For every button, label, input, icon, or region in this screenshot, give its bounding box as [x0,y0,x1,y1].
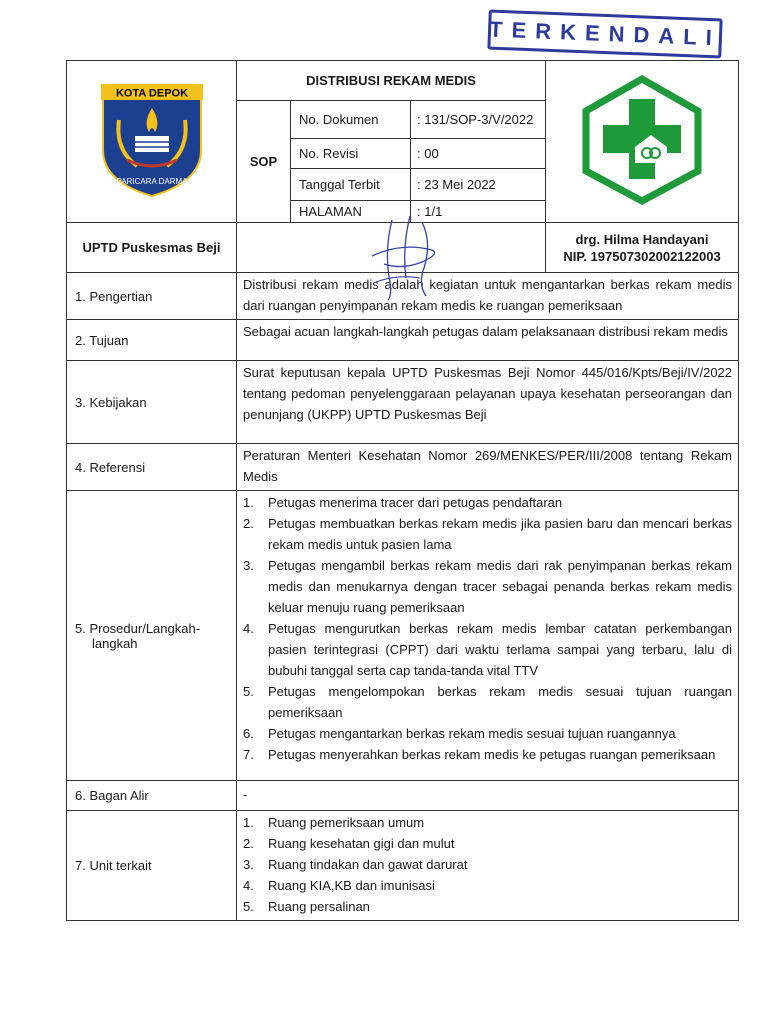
list-item [243,833,732,854]
row-label-pengertian: 1. Pengertian [67,273,237,320]
list-item-text: Ruang KIA,KB dan imunisasi [268,878,435,893]
list-item-number: 1. [243,815,254,830]
kota-depok-emblem-cell [67,61,237,223]
row-label-tujuan: 2. Tujuan [67,320,237,361]
list-item [243,555,732,618]
org-name: UPTD Puskesmas Beji [67,223,237,273]
meta-value-revisi: : 00 [411,139,546,169]
list-item-number: 2. [243,836,254,851]
handwritten-signature-icon [362,212,452,302]
list-item-number: 6. [243,726,254,741]
list-item-text: Petugas mengambil berkas rekam medis dari rak penyimpanan berkas rekam medis dan menukarnya dengan tracer sebagai penanda berkas rekam medis keluar menuju ruang pemeriksaan [268,558,733,615]
row-text-pengertian: Distribusi rekam medis adalah kegiatan untuk mengantarkan berkas rekam medis dari ruangan penyimpanan rekam medis ke ruangan pemeriksaan [237,273,739,320]
puskesmas-logo-icon [577,75,707,205]
list-item-text: Petugas mengurutkan berkas rekam medis lembar catatan perkembangan pasien terintegrasi (CPPT) dari waktu terlama sampai yang terbaru, lalu di bubuhi tanggal serta cap tanda-tanda vital TTV [268,621,733,678]
list-item-text: Petugas menyerahkan berkas rekam medis ke petugas ruangan pemeriksaan [268,747,716,762]
row-text-tujuan: Sebagai acuan langkah-langkah petugas dalam pelaksanaan distribusi rekam medis [237,320,739,361]
row-label-referensi: 4. Referensi [67,444,237,491]
list-item [243,854,732,875]
list-item [243,875,732,896]
list-item-number: 4. [243,878,254,893]
meta-value-dokumen: : 131/SOP-3/V/2022 [411,101,546,139]
list-item-number: 1. [243,495,254,510]
list-item [243,723,732,744]
emblem-top-text: KOTA DEPOK [115,87,188,100]
row-list-unit [237,811,739,921]
signer-block [546,223,739,273]
signer-name: drg. Hilma Handayani [575,231,709,247]
list-item [243,744,732,765]
row-label-prosedur [67,491,237,781]
list-item-text: Ruang persalinan [268,899,370,914]
meta-label-revisi: No. Revisi [291,139,411,169]
row-label-bagan: 6. Bagan Alir [67,781,237,811]
list-item-text: Petugas membuatkan berkas rekam medis jika pasien baru dan mencari berkas rekam medis untuk pasien lama [268,516,733,552]
list-item-text: Petugas menerima tracer dari petugas pendaftaran [268,495,563,510]
list-item-number: 3. [243,558,254,573]
emblem-motto-text: PARICARA DARMA [116,177,187,186]
meta-label-halaman: HALAMAN [291,201,411,223]
terkendali-stamp: TERKENDALI [487,10,722,59]
list-item-text: Petugas mengelompokan berkas rekam medis sesuai tujuan ruangan pemeriksaan [268,684,733,720]
list-item [243,812,732,833]
list-item-number: 5. [243,899,254,914]
list-item-number: 3. [243,857,254,872]
list-item-text: Ruang pemeriksaan umum [268,815,425,830]
sop-label: SOP [237,101,291,223]
row-text-bagan: - [237,781,739,811]
list-item-text: Ruang kesehatan gigi dan mulut [268,836,455,851]
meta-value-tanggal: : 23 Mei 2022 [411,169,546,201]
list-item-text: Ruang tindakan dan gawat darurat [268,857,468,872]
prosedur-label-line2: langkah [92,635,138,651]
puskesmas-logo-cell [546,61,739,223]
row-label-kebijakan: 3. Kebijakan [67,361,237,444]
list-item-number: 4. [243,621,254,636]
list-item [243,492,732,513]
row-text-referensi: Peraturan Menteri Kesehatan Nomor 269/MENKES/PER/III/2008 tentang Rekam Medis [237,444,739,491]
list-item [243,618,732,681]
list-item-number: 2. [243,516,254,531]
meta-value-halaman: : 1/1 [411,201,546,223]
row-text-kebijakan: Surat keputusan kepala UPTD Puskesmas Beji Nomor 445/016/Kpts/Beji/IV/2022 tentang pedoman penyelenggaraan pelayanan upaya kesehatan perseorangan dan penunjang (UKPP) UPTD Puskesmas Beji [237,361,739,444]
list-item-text: Petugas mengantarkan berkas rekam medis sesuai tujuan ruangannya [268,726,676,741]
list-item-number: 5. [243,684,254,699]
list-item [243,681,732,723]
signer-nip: NIP. 197507302002122003 [563,248,721,264]
row-label-unit: 7. Unit terkait [67,811,237,921]
meta-label-tanggal: Tanggal Terbit [291,169,411,201]
row-steps-prosedur [237,491,739,781]
prosedur-label-line1: 5. Prosedur/Langkah- [75,620,201,636]
list-item-number: 7. [243,747,254,762]
list-item [243,513,732,555]
sop-document-table [66,60,739,921]
kota-depok-emblem-icon [97,80,207,200]
list-item [243,896,732,917]
meta-label-dokumen: No. Dokumen [291,101,411,139]
document-title: DISTRIBUSI REKAM MEDIS [237,61,546,101]
